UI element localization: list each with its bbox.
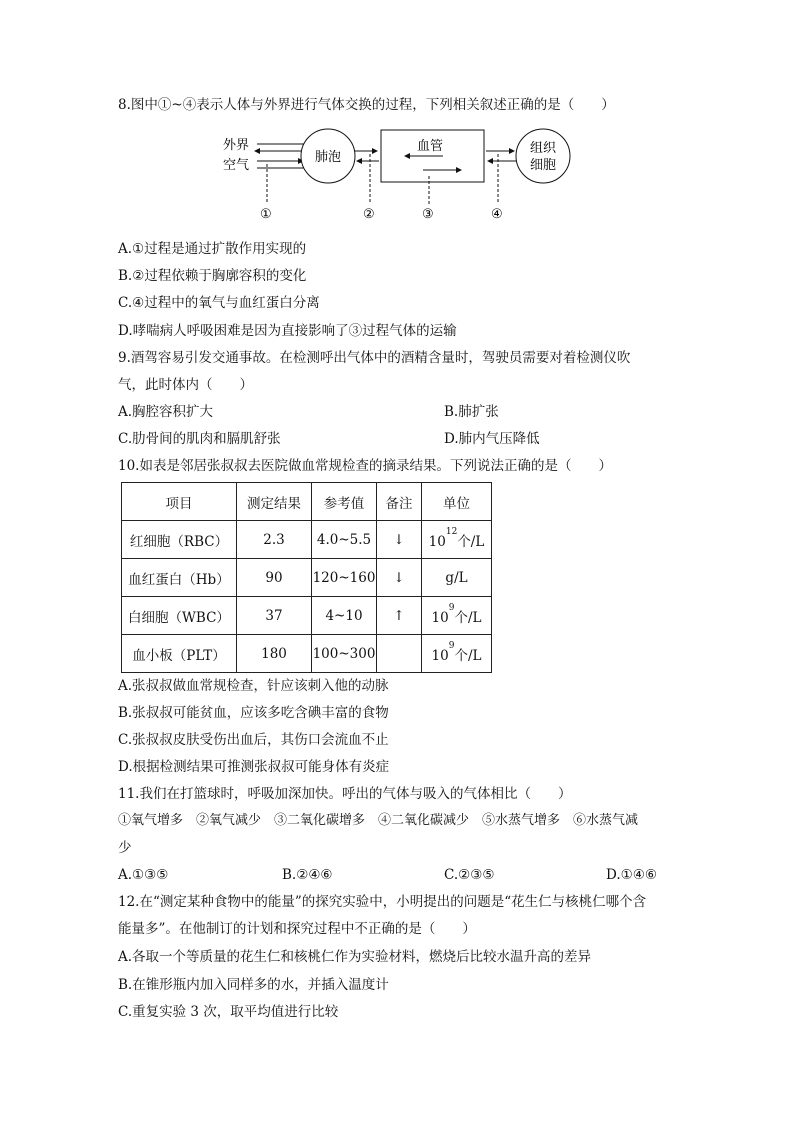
cell-item: 红细胞（RBC） <box>122 521 237 559</box>
q9-option-c: C.肋骨间的肌肉和膈肌舒张 <box>118 431 281 447</box>
cell-unit <box>422 635 492 673</box>
q9-option-d: D.肺内气压降低 <box>444 431 540 447</box>
cell-reference: 4.0~5.5 <box>312 521 377 559</box>
q8-option-c: C.④过程中的氧气与血红蛋白分离 <box>118 295 320 311</box>
table-row <box>122 521 492 559</box>
cell-reference: 120~160 <box>312 559 377 597</box>
mark-3: ③ <box>422 207 434 222</box>
mark-2: ② <box>363 207 375 222</box>
gas-exchange-diagram <box>215 124 585 224</box>
q8-stem: 8.图中①~④表示人体与外界进行气体交换的过程，下列相关叙述正确的是（ ） <box>118 97 615 113</box>
cell-result: 180 <box>237 635 312 673</box>
q9-option-b: B.肺扩张 <box>444 404 499 420</box>
q10-option-d: D.根据检测结果可推测张叔叔可能身体有炎症 <box>118 759 390 775</box>
header-unit: 单位 <box>422 483 492 521</box>
header-result: 测定结果 <box>237 483 312 521</box>
q12-stem-line1: 12.在“测定某种食物中的能量”的探究实验中，小明提出的问题是“花生仁与核桃仁哪个含 <box>118 894 647 910</box>
q11-option-b: B.②④⑥ <box>282 867 333 883</box>
mark-1: ① <box>260 207 272 222</box>
table-row <box>122 559 492 597</box>
cell-reference: 100~300 <box>312 635 377 673</box>
unit-exponent: 12 <box>445 526 458 537</box>
cell-unit <box>422 521 492 559</box>
header-item: 项目 <box>122 483 237 521</box>
q12-option-a: A.各取一个等质量的花生仁和核桃仁作为实验材料，燃烧后比较水温升高的差异 <box>118 949 592 965</box>
table-row <box>122 635 492 673</box>
q10-option-c: C.张叔叔皮肤受伤出血后，其伤口会流血不止 <box>118 732 389 748</box>
outside-air-label-2: 空气 <box>223 158 250 173</box>
table-header-row <box>122 483 492 521</box>
cell-note: ↑ <box>377 597 422 635</box>
cell-unit <box>422 559 492 597</box>
q8-option-a: A.①过程是通过扩散作用实现的 <box>118 241 307 257</box>
q9-stem-line2: 气，此时体内（ ） <box>118 377 253 393</box>
outside-air-label-1: 外界 <box>223 138 250 153</box>
q12-option-b: B.在锥形瓶内加入同样多的水，并插入温度计 <box>118 977 389 993</box>
cell-item: 白细胞（WBC） <box>122 597 237 635</box>
q11-option-a: A.①③⑤ <box>118 867 169 883</box>
alveolus-label: 肺泡 <box>315 150 342 165</box>
mark-4: ④ <box>491 207 503 222</box>
q10-stem: 10.如表是邻居张叔叔去医院做血常规检查的摘录结果。下列说法正确的是（ ） <box>118 458 612 474</box>
q11-items-cont: 少 <box>118 840 132 856</box>
unit-exponent: 9 <box>448 640 455 651</box>
cell-note <box>377 635 422 673</box>
q11-option-c: C.②③⑤ <box>444 867 495 883</box>
unit-base: 10 <box>431 647 449 664</box>
unit-tail: 个/L <box>454 609 482 626</box>
q11-option-d: D.①④⑥ <box>606 867 657 883</box>
q11-items: ①氧气增多 ②氧气减少 ③二氧化碳增多 ④二氧化碳减少 ⑤水蒸气增多 ⑥水蒸气减 <box>118 813 639 828</box>
header-reference: 参考值 <box>312 483 377 521</box>
cell-result: 37 <box>237 597 312 635</box>
q11-stem: 11.我们在打篮球时，呼吸加深加快。呼出的气体与吸入的气体相比（ ） <box>118 786 572 802</box>
q8-option-d: D.哮喘病人呼吸困难是因为直接影响了③过程气体的运输 <box>118 323 457 339</box>
unit-tail: 个/L <box>454 647 482 664</box>
cell-item: 血红蛋白（Hb） <box>122 559 237 597</box>
cell-reference: 4~10 <box>312 597 377 635</box>
unit-exponent: 9 <box>448 602 455 613</box>
cell-note: ↓ <box>377 521 422 559</box>
header-note: 备注 <box>377 483 422 521</box>
unit-tail: 个/L <box>457 533 485 550</box>
q12-stem-line2: 能量多”。在他制订的计划和探究过程中不正确的是（ ） <box>118 921 476 937</box>
q10-option-b: B.张叔叔可能贫血，应该多吃含碘丰富的食物 <box>118 705 389 721</box>
q9-option-a: A.胸腔容积扩大 <box>118 404 214 420</box>
cell-note: ↓ <box>377 559 422 597</box>
vessel-label: 血管 <box>417 139 444 154</box>
blood-test-table <box>121 482 492 673</box>
cell-item: 血小板（PLT） <box>122 635 237 673</box>
unit-base: 10 <box>428 533 446 550</box>
unit-base: 10 <box>431 609 449 626</box>
cell-result: 90 <box>237 559 312 597</box>
tissue-label-1: 组织 <box>530 141 557 156</box>
tissue-label-2: 细胞 <box>530 158 557 173</box>
table-row <box>122 597 492 635</box>
q9-stem-line1: 9.酒驾容易引发交通事故。在检测呼出气体中的酒精含量时，驾驶员需要对着检测仪吹 <box>118 350 631 366</box>
unit-base: g/L <box>445 569 468 586</box>
cell-result: 2.3 <box>237 521 312 559</box>
q12-option-c: C.重复实验 3 次，取平均值进行比较 <box>118 1004 339 1020</box>
cell-unit <box>422 597 492 635</box>
q8-option-b: B.②过程依赖于胸廓容积的变化 <box>118 268 307 284</box>
tissue-cell-circle <box>516 129 570 183</box>
q10-option-a: A.张叔叔做血常规检查，针应该刺入他的动脉 <box>118 678 389 694</box>
